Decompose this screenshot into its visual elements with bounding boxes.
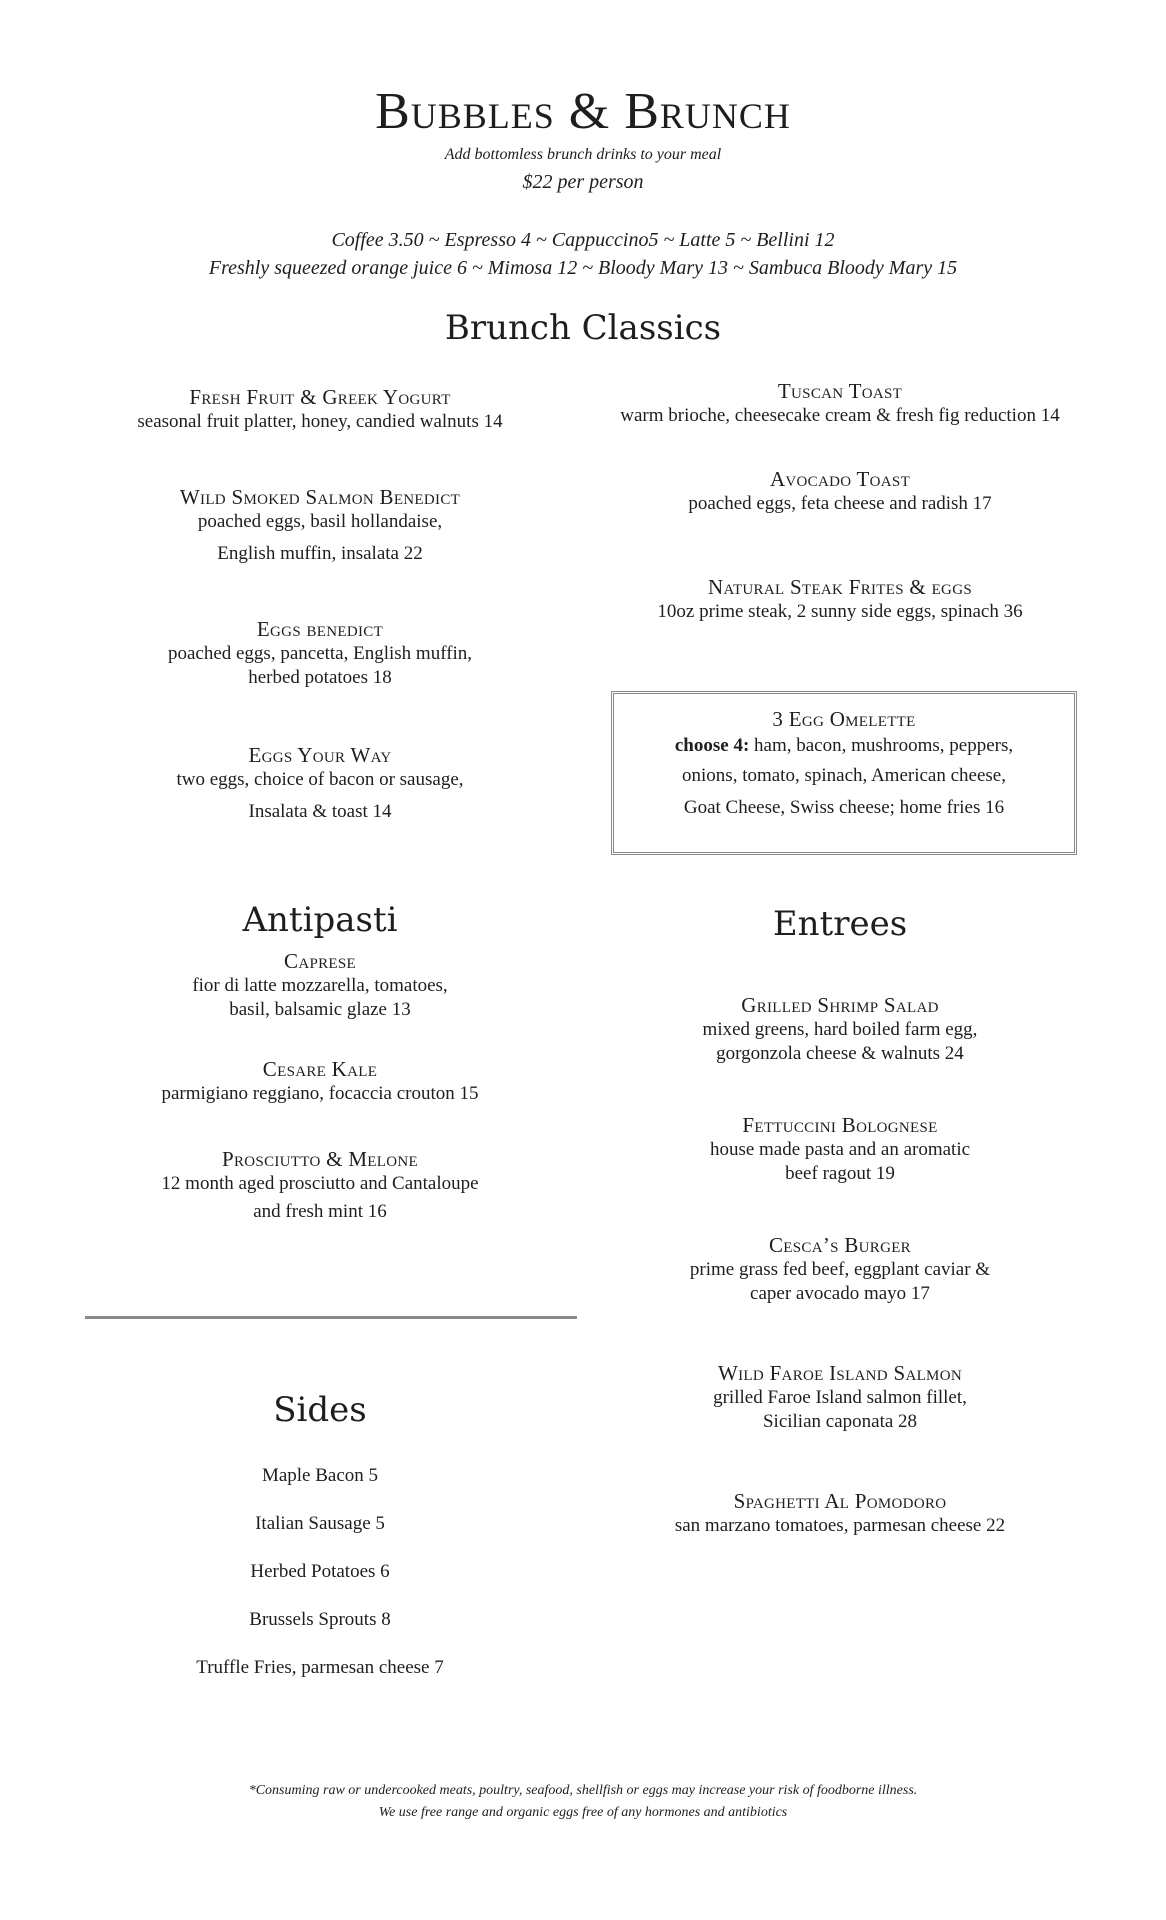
item-desc: prime grass fed beef, eggplant caviar & [689,1259,991,1280]
item-desc: beef ragout 19 [785,1163,895,1184]
side-item: Italian Sausage 5 [255,1513,385,1534]
item-desc: 10oz prime steak, 2 sunny side eggs, spinach 36 [657,601,1023,622]
menu-item-fresh-fruit [100,384,540,434]
menu-item-salmon-benedict [100,484,540,566]
item-name: Cesare Kale [262,1057,378,1081]
section-title-sides: Sides [273,1390,367,1430]
item-desc: and fresh mint 16 [253,1201,387,1222]
side-item: Brussels Sprouts 8 [249,1609,391,1630]
bottomless-price: $22 per person [522,171,644,193]
section-title-brunch-classics: Brunch Classics [444,308,722,348]
menu-item-tuscan-toast [580,378,1100,428]
item-desc: grilled Faroe Island salmon fillet, [713,1387,967,1408]
item-desc: san marzano tomatoes, parmesan cheese 22 [674,1515,1006,1536]
menu-item-shrimp-salad [580,992,1100,1066]
item-desc: mixed greens, hard boiled farm egg, [702,1019,978,1040]
item-desc: English muffin, insalata 22 [217,543,423,564]
item-name: Prosciutto & Melone [222,1147,418,1171]
item-desc: 12 month aged prosciutto and Cantaloupe [161,1173,479,1194]
item-desc: herbed potatoes 18 [248,667,392,688]
item-desc: poached eggs, feta cheese and radish 17 [688,493,992,514]
menu-item-eggs-benedict [100,616,540,690]
item-desc: poached eggs, pancetta, English muffin, [167,643,473,664]
section-title-antipasti: Antipasti [242,900,398,940]
menu-item-omelette [611,706,1077,824]
item-desc: poached eggs, basil hollandaise, [197,511,443,532]
item-name: Cesca’s Burger [769,1233,911,1257]
item-desc: two eggs, choice of bacon or sausage, [176,769,464,790]
menu-item-cescas-burger [580,1232,1100,1306]
item-name: Caprese [284,949,356,973]
omelette-options-3: Goat Cheese, Swiss cheese; home fries 16 [683,797,1005,818]
item-name: Grilled Shrimp Salad [741,993,939,1017]
footer-disclaimer: *Consuming raw or undercooked meats, poultry, seafood, shellfish or eggs may increase your risk of foodborne illness. [248,1783,918,1798]
item-name: Tuscan Toast [777,379,903,403]
item-name: 3 Egg Omelette [772,707,916,731]
menu-item-faroe-salmon [580,1360,1100,1434]
item-name: Eggs Your Way [248,743,392,767]
menu-item-fettuccini-bolognese [580,1112,1100,1186]
side-item: Truffle Fries, parmesan cheese 7 [196,1657,444,1678]
item-desc: Sicilian caponata 28 [762,1411,918,1432]
menu-item-caprese [100,948,540,1022]
omelette-choice-line [611,732,1077,760]
item-name: Fresh Fruit & Greek Yogurt [189,385,451,409]
menu-item-prosciutto-melone [100,1146,540,1224]
item-name: Wild Faroe Island Salmon [718,1361,962,1385]
item-desc: basil, balsamic glaze 13 [229,999,411,1020]
item-desc: gorgonzola cheese & walnuts 24 [716,1043,964,1064]
menu-item-avocado-toast [580,466,1100,516]
item-desc: house made pasta and an aromatic [709,1139,971,1160]
item-name: Wild Smoked Salmon Benedict [179,485,461,509]
side-item: Herbed Potatoes 6 [250,1561,390,1582]
item-desc: parmigiano reggiano, focaccia crouton 15 [161,1083,479,1104]
omelette-options-2: onions, tomato, spinach, American cheese, [682,765,1006,786]
item-desc: warm brioche, cheesecake cream & fresh fig reduction 14 [620,405,1060,426]
menu-item-steak-frites [580,574,1100,624]
menu-item-cesare-kale [100,1056,540,1106]
choose-label: choose 4: [674,735,750,756]
footer-eggs-note: We use free range and organic eggs free of any hormones and antibiotics [378,1805,788,1820]
item-name: Eggs benedict [256,617,384,641]
section-title-entrees: Entrees [772,904,908,944]
item-desc: seasonal fruit platter, honey, candied walnuts 14 [137,411,503,432]
item-desc: caper avocado mayo 17 [750,1283,930,1304]
menu-title: Bubbles & Brunch [375,83,791,140]
item-desc: fior di latte mozzarella, tomatoes, [192,975,448,996]
item-desc: Insalata & toast 14 [248,801,392,822]
item-name: Natural Steak Frites & eggs [708,575,972,599]
section-divider [85,1316,577,1319]
menu-subtitle: Add bottomless brunch drinks to your meal [444,146,722,163]
item-name: Fettuccini Bolognese [742,1113,938,1137]
omelette-options: ham, bacon, mushrooms, peppers, [749,735,1014,756]
item-name: Spaghetti Al Pomodoro [733,1489,947,1513]
side-item: Maple Bacon 5 [261,1465,379,1486]
menu-item-spaghetti-pomodoro [580,1488,1100,1538]
drinks-line-2: Freshly squeezed orange juice 6 ~ Mimosa 12 ~ Bloody Mary 13 ~ Sambuca Bloody Mary 15 [208,257,958,279]
drinks-line-1: Coffee 3.50 ~ Espresso 4 ~ Cappuccino5 ~ Latte 5 ~ Bellini 12 [331,229,835,251]
item-name: Avocado Toast [769,467,911,491]
menu-item-eggs-your-way [100,742,540,824]
